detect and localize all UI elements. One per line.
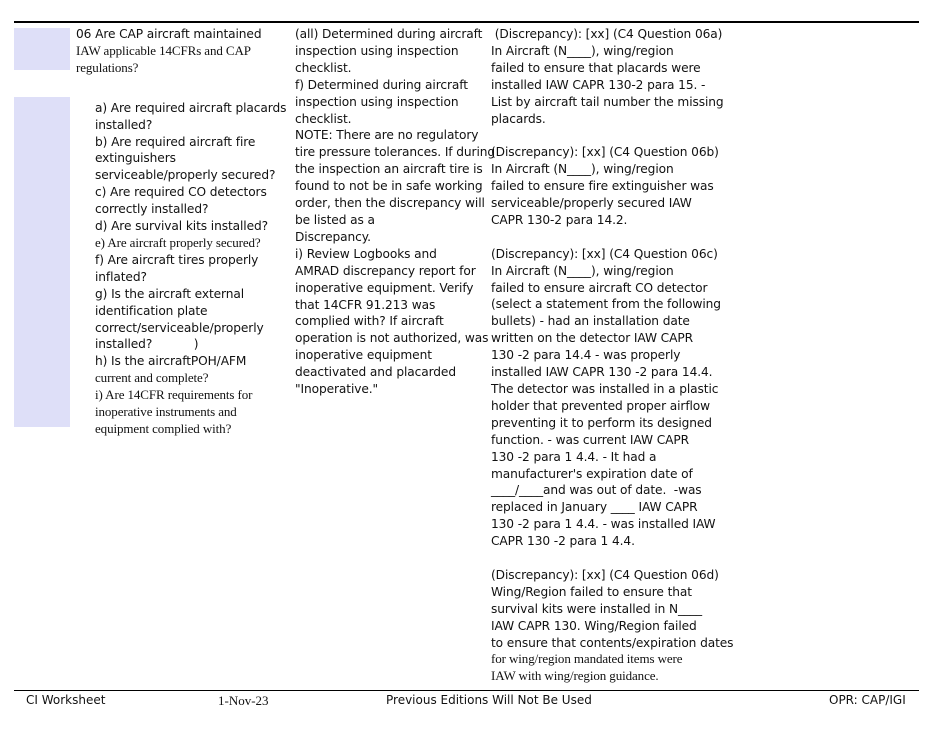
guidance-line: inoperative equipment xyxy=(295,348,432,363)
discrepancy-line: preventing it to perform its designed xyxy=(491,415,712,430)
question-line: regulations? xyxy=(76,59,139,75)
sub-question-line: extinguishers xyxy=(95,151,176,166)
row-shade-question xyxy=(14,28,70,70)
guidance-line: i) Review Logbooks and xyxy=(295,246,437,261)
guidance-line: found to not be in safe working xyxy=(295,179,483,194)
discrepancy-line: failed to ensure that placards were xyxy=(491,60,701,75)
guidance-line: "Inoperative." xyxy=(295,382,379,397)
discrepancy-06c xyxy=(491,246,721,550)
sub-question-list xyxy=(76,100,288,438)
question-line: 06 Are CAP aircraft maintained xyxy=(76,27,262,41)
discrepancy-line: (Discrepancy): [xx] (C4 Question 06a) xyxy=(491,27,723,41)
guidance-line: deactivated and placarded xyxy=(295,365,456,380)
discrepancy-line: installed IAW CAPR 130-2 para 15. - xyxy=(491,77,706,92)
sub-question-e xyxy=(95,235,288,252)
discrepancy-line: ____/____and was out of date. -was xyxy=(491,483,702,498)
sub-question-line: inoperative instruments and xyxy=(95,404,237,420)
discrepancy-line: 130 -2 para 14.4 - was properly xyxy=(491,348,681,363)
sub-question-line: d) Are survival kits installed? xyxy=(95,219,268,234)
guidance-column xyxy=(295,26,495,398)
discrepancy-line: for wing/region mandated items were xyxy=(491,651,683,667)
row-shade-subitems xyxy=(14,97,70,427)
discrepancy-line: holder that prevented proper airflow xyxy=(491,398,711,413)
discrepancy-column xyxy=(491,26,734,702)
sub-question-f xyxy=(95,252,288,286)
guidance-line: the inspection an aircraft tire is xyxy=(295,162,483,177)
discrepancy-line: In Aircraft (N____), wing/region xyxy=(491,263,674,278)
discrepancy-line: IAW with wing/region guidance. xyxy=(491,668,659,684)
bottom-rule xyxy=(14,690,919,691)
discrepancy-06b xyxy=(491,144,721,229)
discrepancy-line: failed to ensure aircraft CO detector xyxy=(491,280,708,295)
question-column xyxy=(76,26,288,438)
sub-question-line: f) Are aircraft tires properly xyxy=(95,252,259,267)
discrepancy-line: survival kits were installed in N____ xyxy=(491,601,703,616)
guidance-line: inspection using inspection xyxy=(295,94,459,109)
footer-title: CI Worksheet xyxy=(26,693,106,707)
guidance-line: AMRAD discrepancy report for xyxy=(295,263,476,278)
discrepancy-line: CAPR 130-2 para 14.2. xyxy=(491,212,628,227)
guidance-line: f) Determined during aircraft xyxy=(295,77,468,92)
question-main xyxy=(76,26,288,77)
discrepancy-line: (Discrepancy): [xx] (C4 Question 06b) xyxy=(491,145,719,160)
guidance-line: order, then the discrepancy will xyxy=(295,196,485,211)
discrepancy-line: written on the detector IAW CAPR xyxy=(491,331,693,346)
sub-question-line: e) Are aircraft properly secured? xyxy=(95,234,261,250)
discrepancy-line: serviceable/properly secured IAW xyxy=(491,196,692,211)
sub-question-line: b) Are required aircraft fire xyxy=(95,134,256,149)
discrepancy-line: bullets) - had an installation date xyxy=(491,314,690,329)
discrepancy-line: List by aircraft tail number the missing xyxy=(491,94,724,109)
footer-editions-note: Previous Editions Will Not Be Used xyxy=(386,693,592,707)
sub-question-line: correctly installed? xyxy=(95,202,209,217)
discrepancy-line: (Discrepancy): [xx] (C4 Question 06c) xyxy=(491,246,718,261)
discrepancy-line: installed IAW CAPR 130 -2 para 14.4. xyxy=(491,365,713,380)
sub-question-line: h) Is the aircraftPOH/AFM xyxy=(95,354,247,369)
guidance-line: (all) Determined during aircraft xyxy=(295,27,483,41)
discrepancy-line: placards. xyxy=(491,111,546,126)
sub-question-d xyxy=(95,218,288,235)
guidance-line: NOTE: There are no regulatory xyxy=(295,128,479,143)
sub-question-line: inflated? xyxy=(95,269,147,284)
sub-question-a xyxy=(95,100,288,134)
discrepancy-line: (Discrepancy): [xx] (C4 Question 06d) xyxy=(491,567,719,582)
discrepancy-line: Wing/Region failed to ensure that xyxy=(491,584,692,599)
sub-question-c xyxy=(95,184,288,218)
guidance-line: complied with? If aircraft xyxy=(295,314,444,329)
sub-question-line: installed? xyxy=(95,117,153,132)
discrepancy-line: 130 -2 para 1 4.4. - It had a xyxy=(491,449,657,464)
discrepancy-06a xyxy=(491,26,724,127)
discrepancy-line: The detector was installed in a plastic xyxy=(491,382,719,396)
sub-question-line: correct/serviceable/properly xyxy=(95,320,264,335)
question-line: IAW applicable 14CFRs and CAP xyxy=(76,42,251,58)
discrepancy-line: function. - was current IAW CAPR xyxy=(491,432,689,447)
sub-question-line: current and complete? xyxy=(95,370,209,386)
discrepancy-line: (select a statement from the following xyxy=(491,297,721,312)
guidance-line: checklist. xyxy=(295,60,352,75)
discrepancy-line: to ensure that contents/expiration dates xyxy=(491,635,734,650)
top-rule xyxy=(14,21,919,23)
discrepancy-line: manufacturer's expiration date of xyxy=(491,466,693,481)
guidance-line: checklist. xyxy=(295,111,352,126)
sub-question-line: i) Are 14CFR requirements for xyxy=(95,387,253,403)
discrepancy-line: failed to ensure fire extinguisher was xyxy=(491,179,714,194)
sub-question-line: serviceable/properly secured? xyxy=(95,168,276,183)
discrepancy-line: IAW CAPR 130. Wing/Region failed xyxy=(491,618,697,633)
discrepancy-06d xyxy=(491,567,734,685)
guidance-line: inoperative equipment. Verify xyxy=(295,280,474,295)
footer-date: 1-Nov-23 xyxy=(218,693,269,708)
guidance-line: operation is not authorized, was xyxy=(295,331,489,346)
sub-question-line: identification plate xyxy=(95,303,208,318)
guidance-line: be listed as a xyxy=(295,212,375,227)
sub-question-b xyxy=(95,134,288,185)
sub-question-line: a) Are required aircraft placards xyxy=(95,100,287,115)
sub-question-h xyxy=(95,353,288,387)
discrepancy-line: CAPR 130 -2 para 1 4.4. xyxy=(491,534,635,549)
sub-question-line: c) Are required CO detectors xyxy=(95,185,267,200)
sub-question-g xyxy=(95,286,288,354)
guidance-line: tire pressure tolerances. If during xyxy=(295,145,495,160)
sub-question-i xyxy=(95,387,288,438)
discrepancy-line: 130 -2 para 1 4.4. - was installed IAW xyxy=(491,517,716,532)
guidance-line: Discrepancy. xyxy=(295,229,371,244)
discrepancy-line: In Aircraft (N____), wing/region xyxy=(491,162,674,177)
guidance-line: inspection using inspection xyxy=(295,43,459,58)
sub-question-line: installed? ) xyxy=(95,337,199,352)
discrepancy-line: In Aircraft (N____), wing/region xyxy=(491,43,674,58)
sub-question-line: equipment complied with? xyxy=(95,420,232,436)
guidance-line: that 14CFR 91.213 was xyxy=(295,297,436,312)
sub-question-line: g) Is the aircraft external xyxy=(95,286,245,301)
discrepancy-line: replaced in January ____ IAW CAPR xyxy=(491,500,698,515)
footer-opr: OPR: CAP/IGI xyxy=(829,693,906,707)
